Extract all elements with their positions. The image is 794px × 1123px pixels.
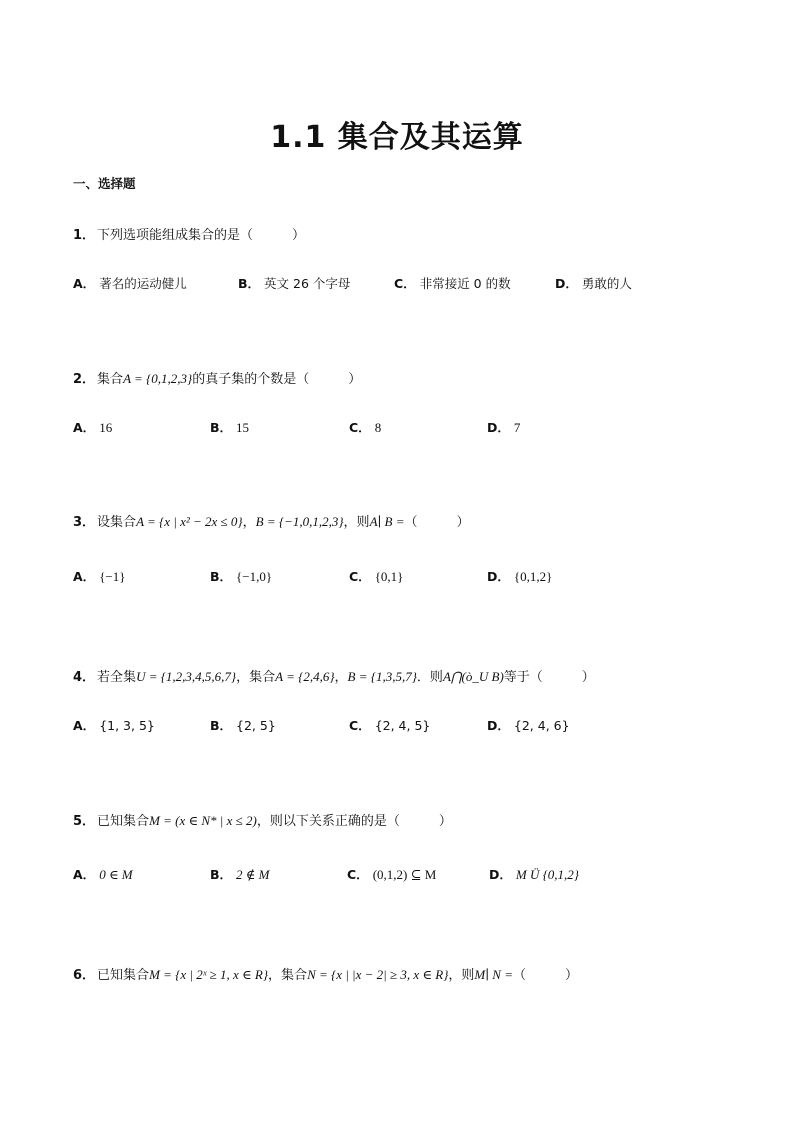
option-letter: D．: [555, 276, 578, 291]
math-expression: M∣ N =: [474, 967, 513, 982]
question-6: [73, 964, 578, 983]
section-heading: 一、选择题: [73, 176, 136, 191]
question-stem-pre: 若全集: [97, 670, 137, 685]
option-letter: D．: [487, 420, 510, 435]
math-expression: B = {1,3,5,7}: [347, 669, 417, 684]
question-stem-mid: ．则: [416, 670, 443, 685]
option-b[interactable]: [210, 716, 276, 734]
question-5-options: [0, 865, 794, 885]
option-letter: C．: [349, 420, 371, 435]
option-text: {2, 5}: [236, 718, 276, 733]
option-d[interactable]: [489, 865, 579, 883]
option-letter: C．: [349, 718, 371, 733]
option-a[interactable]: [73, 716, 155, 734]
option-text: 非常接近 0 的数: [419, 276, 511, 291]
question-stem-mid: ，则: [448, 968, 475, 983]
option-letter: A．: [73, 276, 96, 291]
option-b[interactable]: [238, 274, 350, 292]
question-4-options: [0, 716, 794, 736]
option-text: {0,1,2}: [513, 569, 553, 584]
question-5: [73, 810, 452, 829]
option-b[interactable]: [210, 865, 269, 883]
math-expression: B = {−1,0,1,2,3}: [255, 514, 344, 529]
option-text: {−1}: [99, 569, 126, 584]
option-letter: C．: [349, 569, 371, 584]
math-expression: M = (x ∈ N* | x ≤ 2): [149, 813, 257, 828]
option-letter: D．: [487, 718, 510, 733]
question-stem-mid: ，则: [343, 515, 370, 530]
option-c[interactable]: [349, 567, 403, 585]
option-letter: B．: [210, 867, 233, 882]
question-stem-mid: ，集合: [236, 670, 276, 685]
question-3: [73, 511, 470, 530]
question-1: [73, 224, 305, 243]
option-letter: C．: [347, 867, 369, 882]
math-expression: U = {1,2,3,4,5,6,7}: [136, 669, 237, 684]
option-text: 英文 26 个字母: [264, 276, 351, 291]
option-b[interactable]: [210, 418, 249, 436]
option-letter: A．: [73, 867, 96, 882]
question-number: 4．: [73, 670, 96, 685]
question-stem-post: ，则以下关系正确的是（ ）: [256, 814, 452, 829]
math-expression: A = {0,1,2,3}: [123, 371, 193, 386]
option-text: 15: [236, 420, 250, 435]
separator: ，: [242, 515, 256, 530]
option-text: {0,1}: [374, 569, 404, 584]
option-text: 7: [513, 420, 521, 435]
question-number: 6．: [73, 968, 96, 983]
option-d[interactable]: [555, 274, 632, 292]
option-a[interactable]: [73, 567, 126, 585]
question-4: [73, 666, 595, 685]
option-text: {1, 3, 5}: [99, 718, 155, 733]
question-number: 3．: [73, 515, 96, 530]
option-c[interactable]: [347, 865, 436, 883]
option-c[interactable]: [394, 274, 511, 292]
option-d[interactable]: [487, 716, 570, 734]
option-text: {2, 4, 6}: [513, 718, 570, 733]
option-text: M Ü {0,1,2}: [515, 867, 580, 882]
math-expression: A = {2,4,6}: [275, 669, 335, 684]
question-stem-mid: ，集合: [268, 968, 308, 983]
question-stem-post: 等于（ ）: [503, 670, 595, 685]
option-a[interactable]: [73, 274, 187, 292]
option-text: 0 ∈ M: [99, 867, 133, 882]
option-a[interactable]: [73, 418, 112, 436]
question-3-options: [0, 567, 794, 587]
option-text: 8: [374, 420, 382, 435]
option-text: 勇敢的人: [581, 276, 632, 291]
math-expression: A⋂(ò_U B): [442, 669, 504, 684]
option-a[interactable]: [73, 865, 133, 883]
option-letter: B．: [210, 718, 233, 733]
page-title: 1.1 集合及其运算: [270, 120, 524, 155]
option-letter: D．: [487, 569, 510, 584]
question-1-options: [0, 274, 794, 294]
option-text: {−1,0}: [236, 569, 273, 584]
question-stem-pre: 已知集合: [97, 814, 150, 829]
separator: ，: [334, 670, 348, 685]
question-number: 2．: [73, 372, 96, 387]
option-text: 16: [99, 420, 113, 435]
question-number: 5．: [73, 814, 96, 829]
option-letter: D．: [489, 867, 512, 882]
option-letter: B．: [238, 276, 261, 291]
question-stem: 下列选项能组成集合的是（ ）: [97, 228, 306, 243]
option-letter: A．: [73, 569, 96, 584]
option-text: (0,1,2) ⊆ M: [372, 867, 437, 882]
option-c[interactable]: [349, 418, 381, 436]
option-letter: A．: [73, 718, 96, 733]
option-letter: B．: [210, 420, 233, 435]
question-stem-post: （ ）: [512, 968, 578, 983]
math-expression: M = {x | 2ˣ ≥ 1, x ∈ R}: [149, 967, 269, 982]
question-stem-post: 的真子集的个数是（ ）: [192, 372, 362, 387]
option-d[interactable]: [487, 418, 520, 436]
question-stem-pre: 已知集合: [97, 968, 150, 983]
option-text: {2, 4, 5}: [374, 718, 431, 733]
option-text: 著名的运动健儿: [99, 276, 187, 291]
math-expression: A = {x | x² − 2x ≤ 0}: [136, 514, 243, 529]
question-stem-pre: 集合: [97, 372, 124, 387]
question-stem-pre: 设集合: [97, 515, 137, 530]
question-stem-post: （ ）: [404, 515, 470, 530]
option-c[interactable]: [349, 716, 430, 734]
question-2-options: [0, 418, 794, 438]
option-letter: C．: [394, 276, 416, 291]
option-text: 2 ∉ M: [236, 867, 270, 882]
math-expression: A∣ B =: [369, 514, 405, 529]
question-2: [73, 368, 361, 387]
option-letter: B．: [210, 569, 233, 584]
option-d[interactable]: [487, 567, 552, 585]
math-expression: N = {x | |x − 2| ≥ 3, x ∈ R}: [307, 967, 449, 982]
option-b[interactable]: [210, 567, 272, 585]
question-number: 1．: [73, 228, 96, 243]
option-letter: A．: [73, 420, 96, 435]
